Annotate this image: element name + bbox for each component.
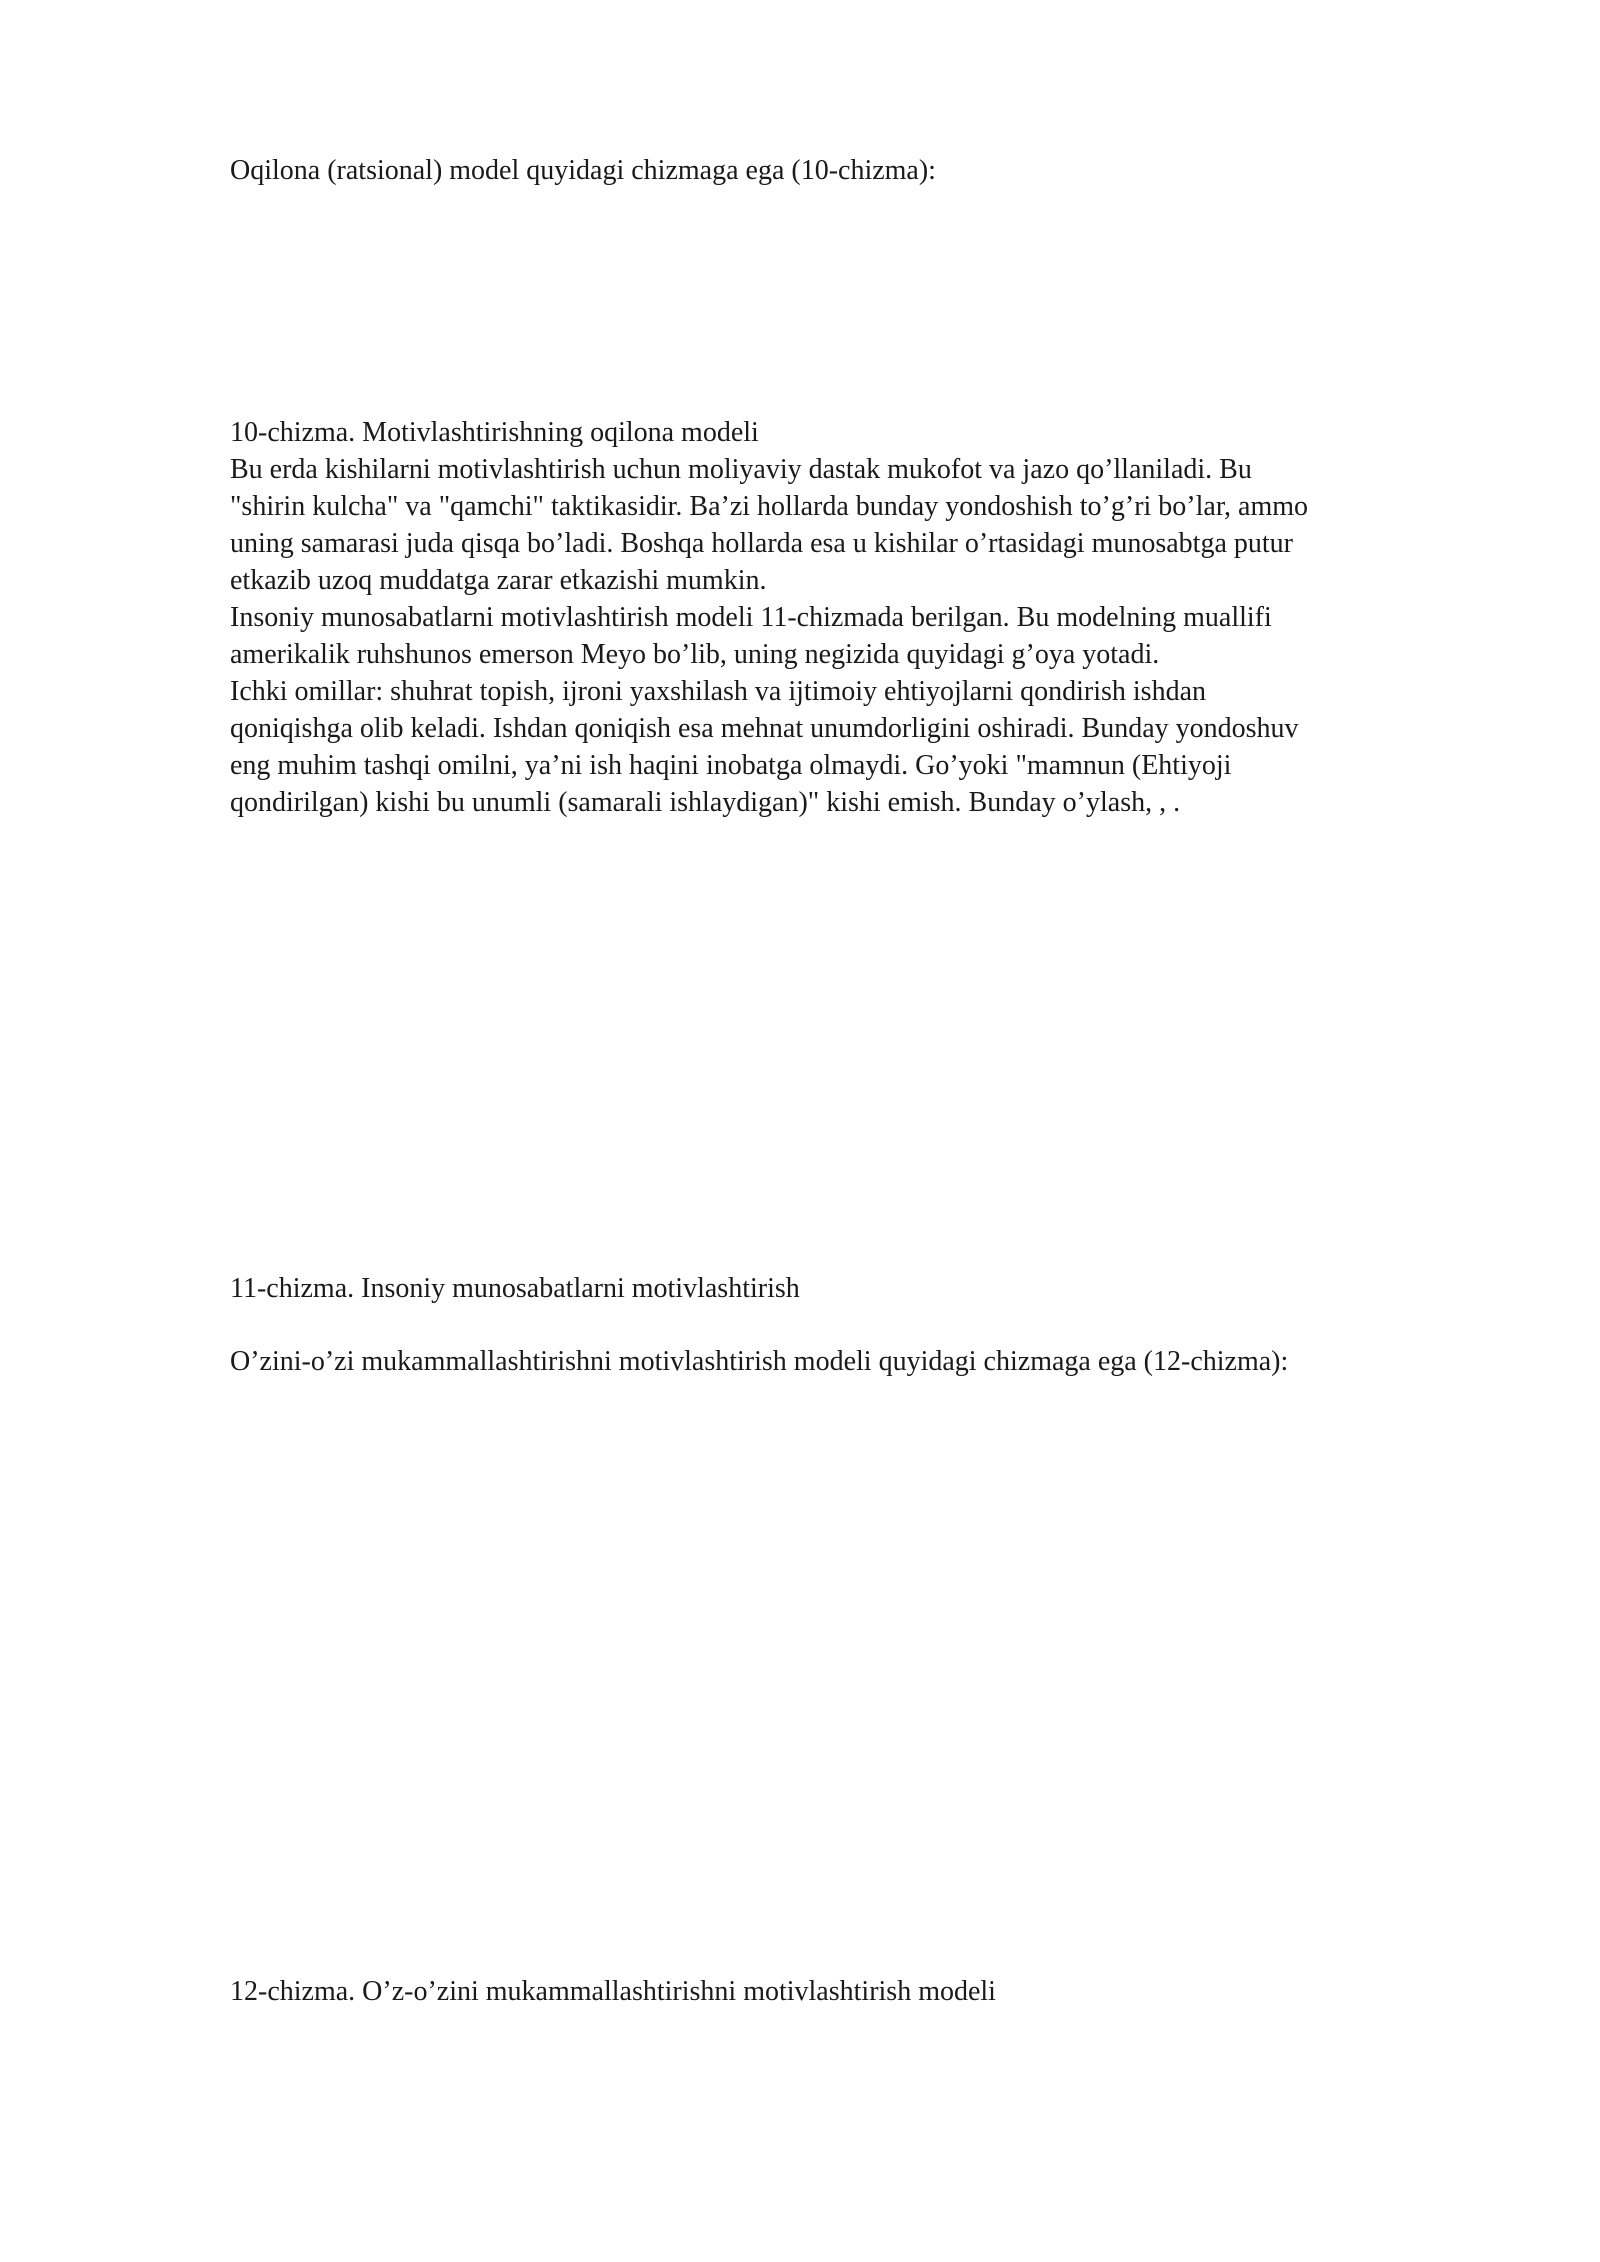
intro-self-text: O’zini-o’zi mukammallashtirishni motivlashtirish modeli quyidagi chizmaga ega (12-chizma): xyxy=(230,1346,1289,1377)
para-rational-line: Bu erda kishilarni motivlashtirish uchun moliyaviy dastak mukofot va jazo qo’llaniladi. Bu xyxy=(230,454,1252,485)
intro-self-paragraph xyxy=(230,1343,1500,1380)
para-rational-line: etkazib uzoq muddatga zarar etkazishi mumkin. xyxy=(230,565,767,596)
para-internal-line: Ichki omillar: shuhrat topish, ijroni yaxshilash va ijtimoiy ehtiyojlarni qondirish ishdan xyxy=(230,676,1206,707)
figure-12-placeholder xyxy=(230,1400,1500,1960)
para-human-line: Insoniy munosabatlarni motivlashtirish modeli 11-chizmada berilgan. Bu modelning muallifi xyxy=(230,602,1272,633)
para-internal-line: eng muhim tashqi omilni, ya’ni ish haqini inobatga olmaydi. Go’yoki "mamnun (Ehtiyoji xyxy=(230,750,1232,781)
figure-10-placeholder xyxy=(230,200,1500,410)
para-internal-line: qoniqishga olib keladi. Ishdan qoniqish esa mehnat unumdorligini oshiradi. Bunday yondoshuv xyxy=(230,713,1299,744)
caption-figure-12: 12-chizma. O’z-o’zini mukammallashtirishni motivlashtirish modeli xyxy=(230,1976,996,2007)
intro-rational-text: Oqilona (ratsional) model quyidagi chizmaga ega (10-chizma): xyxy=(230,155,936,186)
para-internal-line: qondirilgan) kishi bu unumli (samarali ishlaydigan)" kishi emish. Bunday o’ylash, , . xyxy=(230,787,1181,818)
intro-rational-paragraph xyxy=(230,152,1500,189)
caption-figure-11: 11-chizma. Insoniy munosabatlarni motivlashtirish xyxy=(230,1273,800,1304)
para-human-line: amerikalik ruhshunos emerson Meyo bo’lib, uning negizida quyidagi g’oya yotadi. xyxy=(230,639,1160,670)
caption-figure-10: 10-chizma. Motivlashtirishning oqilona modeli xyxy=(230,417,759,448)
para-rational-line: uning samarasi juda qisqa bo’ladi. Boshqa hollarda esa u kishilar o’rtasidagi munosabtga putur xyxy=(230,528,1293,559)
caption-figure-12-paragraph xyxy=(230,1973,1500,2010)
section-rational-model xyxy=(230,414,1500,821)
para-rational-line: "shirin kulcha" va "qamchi" taktikasidir. Ba’zi hollarda bunday yondoshish to’g’ri bo’lar, ammo xyxy=(230,491,1309,522)
caption-figure-11-paragraph xyxy=(230,1270,1500,1307)
figure-11-placeholder xyxy=(230,840,1500,1260)
